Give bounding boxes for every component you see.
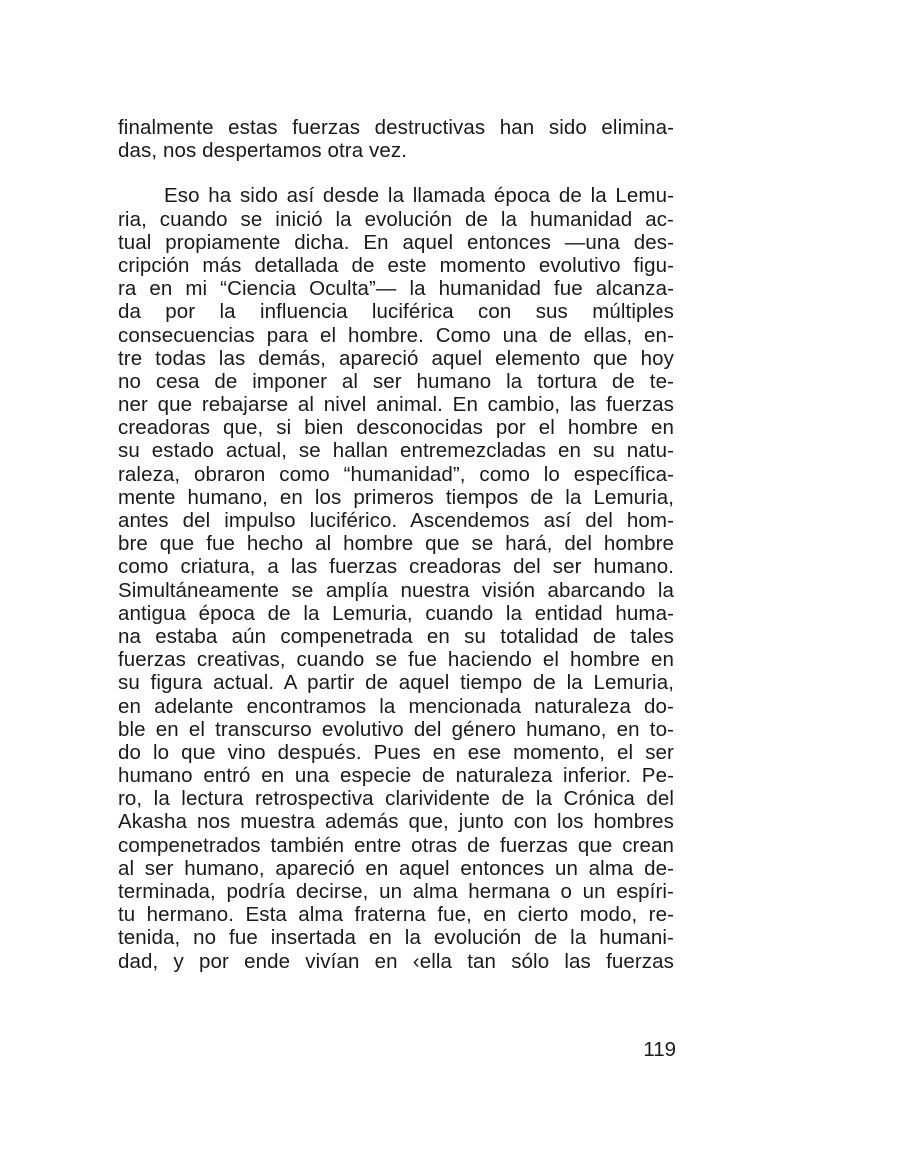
text-line: Akasha nos muestra además que, junto con los hombres [118,810,674,834]
text-line: en adelante encontramos la mencionada naturaleza do- [118,694,674,718]
text-line: ra en mi “Ciencia Oculta”— la humanidad fue alcanza- [118,277,674,301]
text-line: creadoras que, si bien desconocidas por el hombre en [118,416,674,440]
text-line: ner que rebajarse al nivel animal. En cambio, las fuerzas [118,393,674,417]
text-line: bre que fue hecho al hombre que se hará, del hombre [118,532,674,556]
text-line: como criatura, a las fuerzas creadoras del ser humano. [118,555,674,579]
text-line: Eso ha sido así desde la llamada época de la Lemu- [164,184,674,208]
text-line: fuerzas creativas, cuando se fue haciendo el hombre en [118,648,674,672]
text-line: finalmente estas fuerzas destructivas han sido elimina- [118,116,674,139]
text-line: al ser humano, apareció en aquel entonces un alma de- [118,856,674,880]
text-line: compenetrados también entre otras de fuerzas que crean [118,833,674,857]
text-line: su figura actual. A partir de aquel tiempo de la Lemuria, [118,671,674,695]
text-line: tenida, no fue insertada en la evolución de la humani- [118,926,674,950]
text-line: na estaba aún compenetrada en su totalidad de tales [118,624,674,648]
text-line: terminada, podría decirse, un alma hermana o un espíri- [118,880,674,903]
text-line: antes del impulso luciférico. Ascendemos así del hom- [118,509,674,532]
text-line: mente humano, en los primeros tiempos de la Lemuria, [118,485,674,509]
text-line: dad, y por ende vivían en ‹ella tan sólo las fuerzas [118,949,674,973]
text-line: tu hermano. Esta alma fraterna fue, en cierto modo, re- [118,903,674,927]
text-line: tre todas las demás, apareció aquel elemento que hoy [118,346,674,370]
text-line: ble en el transcurso evolutivo del género humano, en to- [118,717,674,741]
paragraph-2 [118,184,674,972]
text-line: cripción más detallada de este momento evolutivo figu- [118,253,674,277]
text-line: da por la influencia luciférica con sus múltiples [118,300,674,324]
page-number: 119 [643,1038,676,1061]
text-line: Simultáneamente se amplía nuestra visión abarcando la [118,578,674,602]
paragraph-gap [118,162,674,184]
text-line: raleza, obraron como “humanidad”, como lo específica- [118,462,674,486]
text-line: ria, cuando se inició la evolución de la humanidad ac- [118,207,674,231]
text-line: do lo que vino después. Pues en ese momento, el ser [118,740,674,764]
text-line: ro, la lectura retrospectiva clarividente de la Crónica del [118,787,674,811]
text-line: humano entró en una especie de naturaleza inferior. Pe- [118,764,674,788]
paragraph-1 [118,116,674,162]
text-line: no cesa de imponer al ser humano la tortura de te- [118,369,674,393]
text-line: das, nos despertamos otra vez. [118,139,408,163]
text-line: su estado actual, se hallan entremezcladas en su natu- [118,439,674,463]
page-text [118,116,674,973]
text-line: consecuencias para el hombre. Como una de ellas, en- [118,323,674,347]
text-line: antigua época de la Lemuria, cuando la entidad huma- [118,601,674,625]
text-line: tual propiamente dicha. En aquel entonces —una des- [118,230,674,254]
